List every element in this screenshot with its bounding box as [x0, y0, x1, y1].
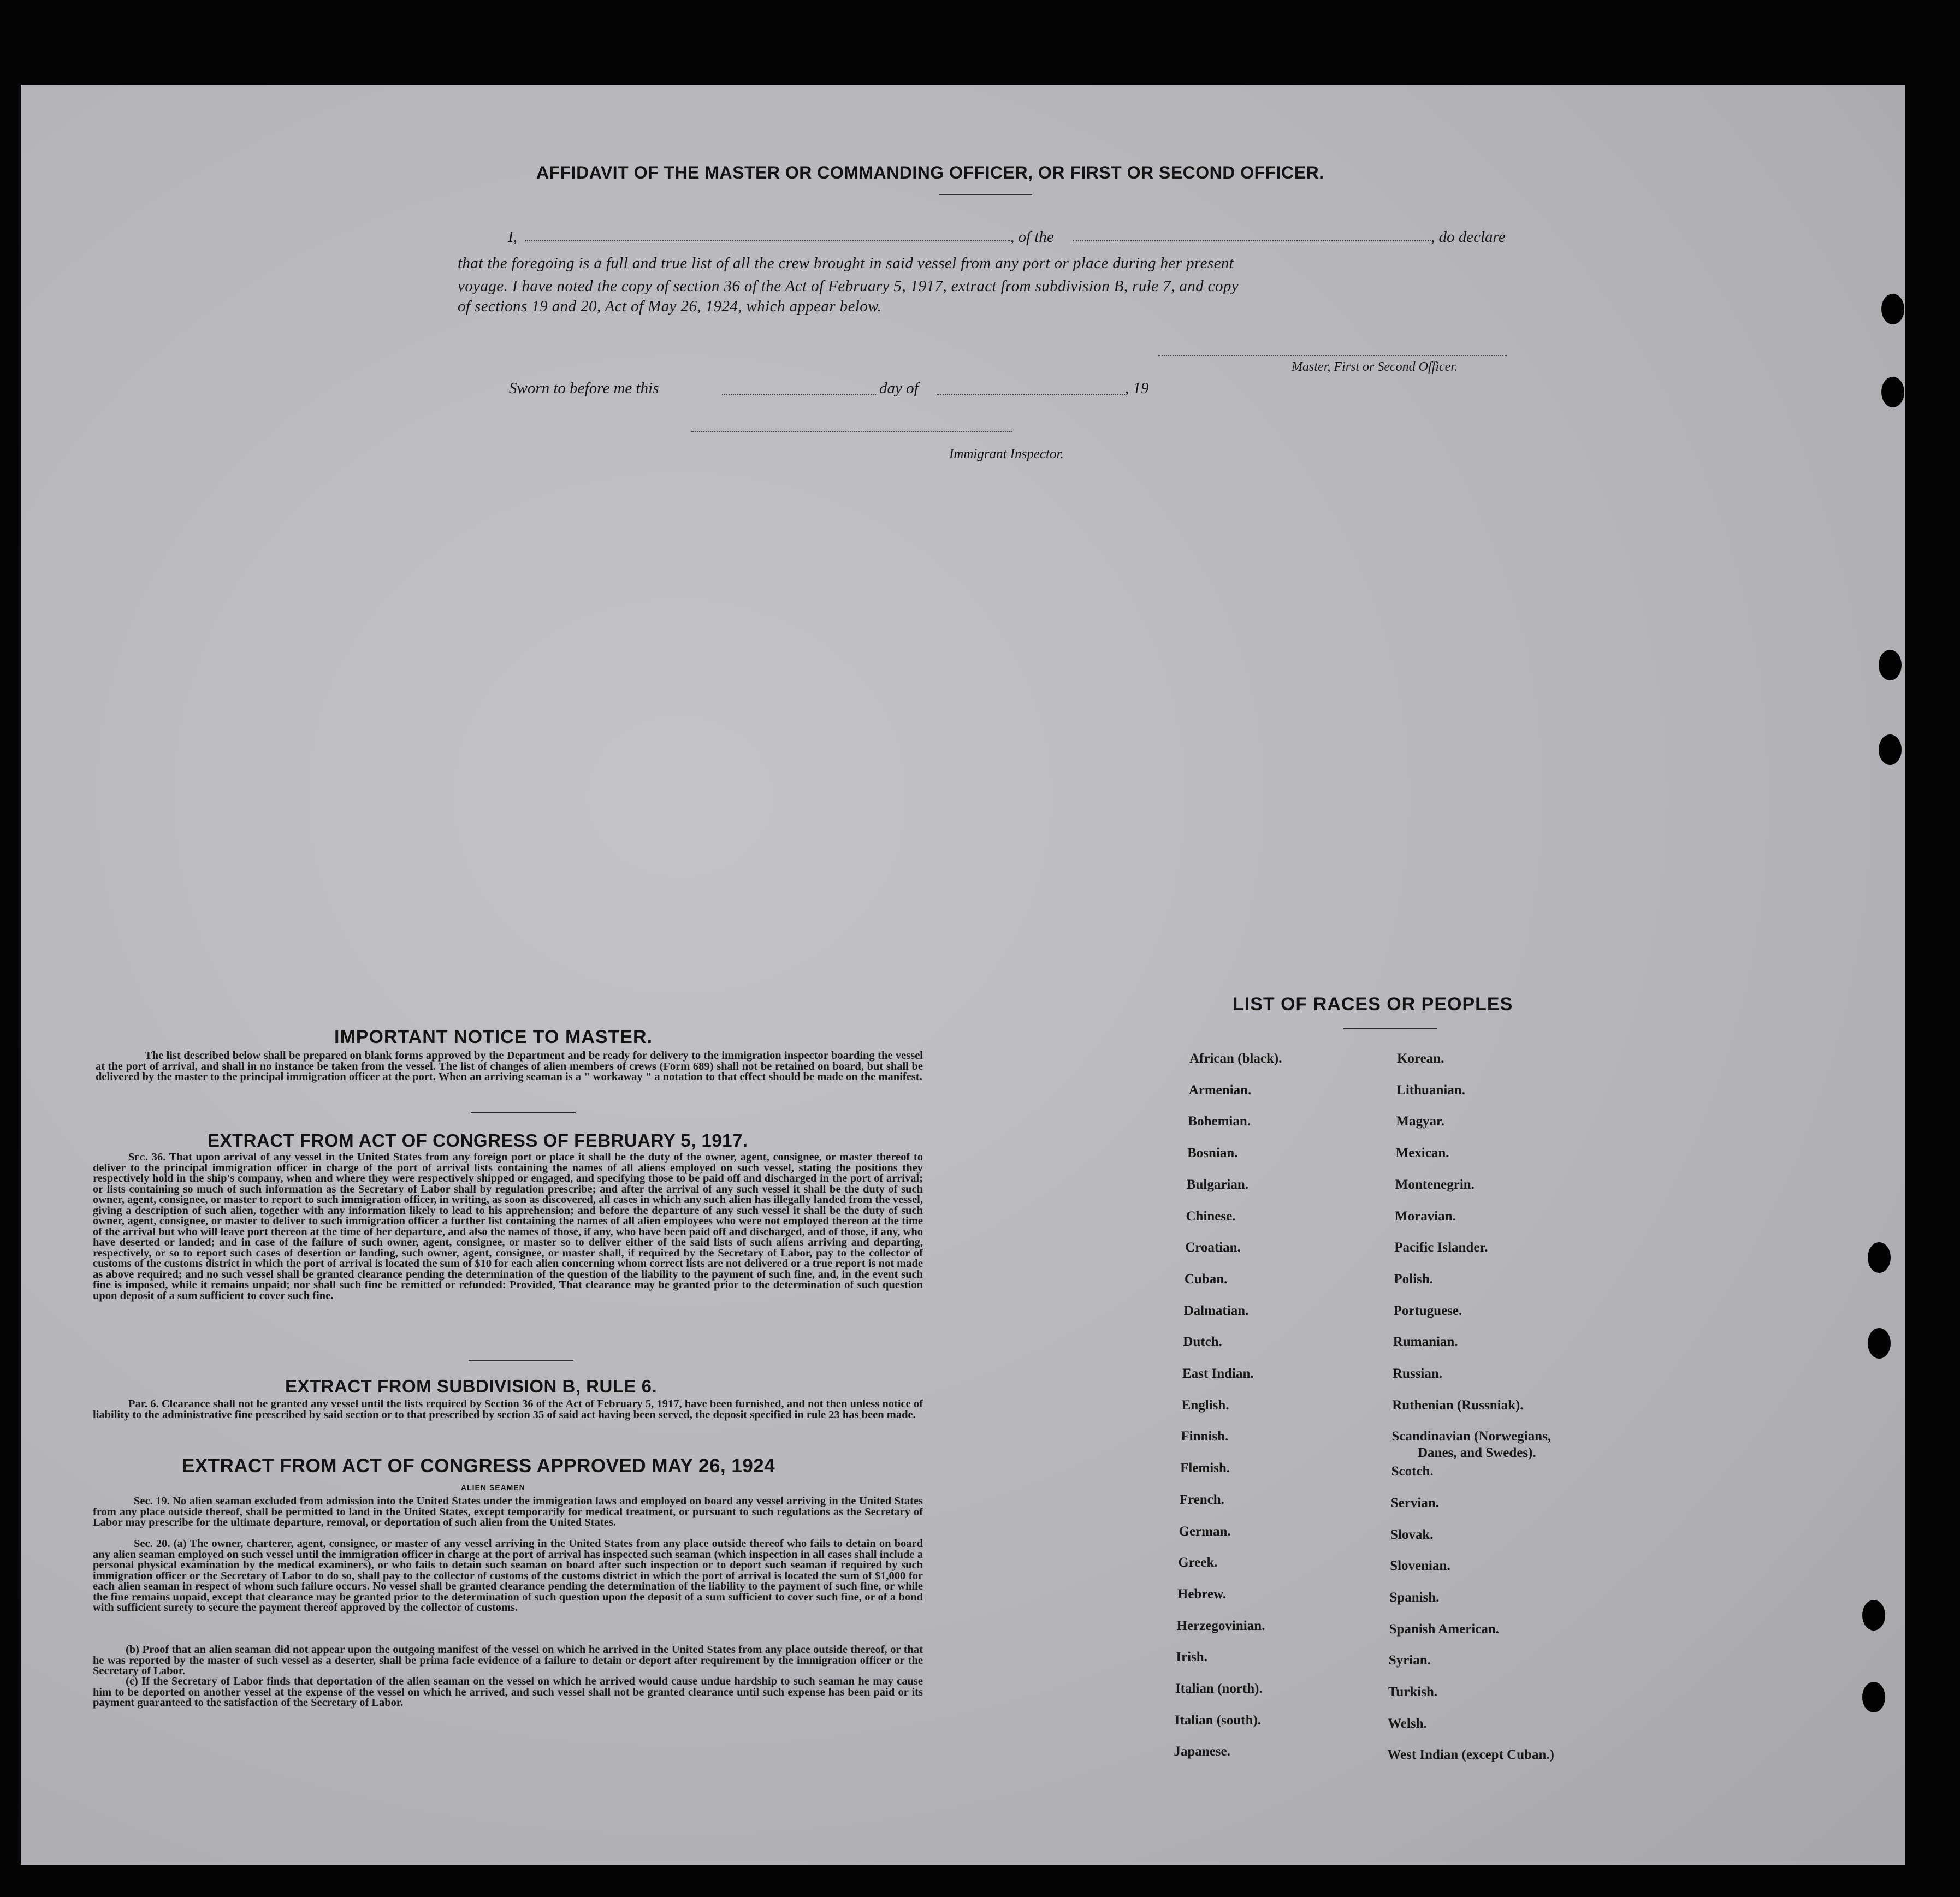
- notice-divider: [471, 1112, 576, 1113]
- race-entry: Servian.: [1390, 1495, 1439, 1510]
- race-entry: Bohemian.: [1188, 1114, 1251, 1129]
- extract-1924-title: EXTRACT FROM ACT OF CONGRESS APPROVED MAY 26, 1924: [182, 1455, 775, 1477]
- race-entry: Cuban.: [1184, 1271, 1228, 1287]
- race-entry: Mexican.: [1395, 1146, 1449, 1161]
- punch-hole: [1862, 1600, 1885, 1631]
- race-entry: Portuguese.: [1393, 1303, 1462, 1318]
- races-title: LIST OF RACES OR PEOPLES: [1233, 994, 1513, 1015]
- race-entry: Spanish.: [1389, 1590, 1440, 1605]
- race-entry: Korean.: [1397, 1051, 1444, 1066]
- race-entry: East Indian.: [1182, 1366, 1254, 1381]
- master-signature-label: Master, First or Second Officer.: [1292, 360, 1458, 374]
- inspector-label: Immigrant Inspector.: [949, 447, 1064, 461]
- race-entry: Armenian.: [1188, 1082, 1252, 1098]
- race-entry: Welsh.: [1388, 1716, 1427, 1731]
- race-entry: West Indian (except Cuban.): [1387, 1747, 1554, 1763]
- declaration-of-the: , of the: [1010, 228, 1054, 246]
- race-entry: Dalmatian.: [1183, 1303, 1249, 1318]
- race-entry: Syrian.: [1388, 1653, 1431, 1668]
- race-entry: Ruthenian (Russniak).: [1392, 1397, 1524, 1413]
- race-entry: English.: [1181, 1397, 1229, 1413]
- race-entry: Italian (south).: [1174, 1712, 1262, 1728]
- race-entry: Hebrew.: [1177, 1586, 1227, 1602]
- race-entry: Polish.: [1394, 1271, 1433, 1287]
- punch-hole: [1881, 377, 1904, 407]
- race-entry: Irish.: [1176, 1650, 1207, 1665]
- notice-body: The list described below shall be prepared on blank forms approved by the Department and be ready for delivery to the immigration inspector boarding the vessel at the port of arrival, and shall in no instance be taken from the vessel. The list of changes of alien members of crews (Form 689) shall not be retained on board, but shall be delivered by the master to the principal immigration officer at the port. When an arriving seaman is a " workaway " a notation to that effect should be made on the manifest.: [96, 1050, 923, 1083]
- race-entry: German.: [1179, 1523, 1231, 1539]
- notice-title: IMPORTANT NOTICE TO MASTER.: [334, 1027, 653, 1047]
- sworn-text: Sworn to before me this: [509, 380, 659, 397]
- race-entry: Bulgarian.: [1186, 1177, 1249, 1192]
- race-entry: Flemish.: [1180, 1461, 1230, 1476]
- races-title-underline: [1343, 1028, 1437, 1029]
- race-entry: Russian.: [1393, 1366, 1443, 1381]
- section-36-label: Sec. 36.: [128, 1151, 166, 1163]
- sworn-day-of: day of: [879, 380, 919, 397]
- race-entry: Dutch.: [1183, 1335, 1222, 1350]
- inspector-signature-line[interactable]: [691, 431, 1012, 432]
- declaration-do-declare: , do declare: [1431, 228, 1506, 246]
- race-entry: Japanese.: [1174, 1744, 1230, 1759]
- race-entry: Lithuanian.: [1396, 1082, 1465, 1098]
- declaration-line-3: voyage. I have noted the copy of section 36 of the Act of February 5, 1917, extract from subdivision B, rule 7, and copy: [458, 277, 1239, 295]
- punch-hole: [1881, 294, 1904, 324]
- race-entry: Finnish.: [1181, 1429, 1229, 1444]
- race-entry: Montenegrin.: [1395, 1177, 1475, 1192]
- punch-hole: [1879, 650, 1902, 680]
- extract-1917-body: [93, 1152, 923, 1301]
- race-entry: Herzegovinian.: [1176, 1618, 1265, 1633]
- race-entry: Spanish American.: [1389, 1621, 1500, 1637]
- race-entry: Slovak.: [1390, 1527, 1434, 1542]
- extract-1917-divider: [469, 1360, 573, 1361]
- name-blank[interactable]: [525, 240, 1010, 241]
- race-entry: Bosnian.: [1187, 1146, 1238, 1161]
- section-19-text: Sec. 19. No alien seaman excluded from admission into the United States under the immigration laws and employed on board any vessel arriving in the United States from any place outside thereof, shall be permitted to land in the United States, except temporarily for medical treatment, or pursuant to such regulations as the Secretary of Labor may prescribe for the ultimate departure, removal, or deportation of such alien from the United States.: [93, 1495, 923, 1528]
- race-entry: Chinese.: [1186, 1208, 1236, 1224]
- declaration-i: I,: [508, 228, 517, 246]
- rule6-title: EXTRACT FROM SUBDIVISION B, RULE 6.: [285, 1376, 658, 1396]
- race-entry: Scotch.: [1391, 1464, 1434, 1479]
- section-20b-text: (b) Proof that an alien seaman did not appear upon the outgoing manifest of the vessel on which he arrived in the United States from any place outside thereof, or that he was reported by the master of such vessel as a deserter, shall be prima facie evidence of a failure to detain or deport after requirement by the immigration officer or the Secretary of Labor.: [93, 1644, 923, 1677]
- race-entry: Croatian.: [1185, 1240, 1241, 1255]
- punch-hole: [1868, 1242, 1891, 1273]
- punch-hole: [1879, 734, 1902, 765]
- section-20c-text: (c) If the Secretary of Labor finds that deportation of the alien seaman on the vessel on which he arrived would cause undue hardship to such seaman he may cause him to be deported on another vessel at the expense of the vessel on which he arrived, and such vessel shall not be granted clearance until such expense has been paid or its payment guaranteed to the satisfaction of the Secretary of Labor.: [93, 1675, 923, 1709]
- punch-hole: [1862, 1682, 1885, 1712]
- sworn-month-blank[interactable]: [937, 394, 1125, 395]
- race-entry: Greek.: [1178, 1555, 1218, 1570]
- race-entry: Slovenian.: [1390, 1558, 1450, 1574]
- race-entry: French.: [1179, 1492, 1224, 1507]
- race-entry: Magyar.: [1396, 1114, 1445, 1129]
- race-scandinavian-continued: Danes, and Swedes).: [1418, 1445, 1536, 1460]
- declaration-line-4: of sections 19 and 20, Act of May 26, 1924, which appear below.: [458, 298, 882, 315]
- section-20a-text: Sec. 20. (a) The owner, charterer, agent, consignee, or master of any vessel arriving in the United States from any place outside thereof who fails to detain on board any alien seaman employed on such vessel until the immigration officer in charge at the port of arrival has inspected such seaman (which inspection in all cases shall include a personal physical examination by the medical examiners), or who fails to detain such seaman on board after such inspection or to deport such seaman if required by such immigration officer or the Secretary of Labor to do so, shall pay to the collector of customs of the customs district in which the port of arrival is located the sum of $1,000 for each alien seaman in respect of whom such failure occurs. No vessel shall be granted clearance pending the determination of the liability to the payment of such fine, or while the fine remains unpaid, except that clearance may be granted prior to the determination of such question upon the deposit of a sum sufficient to cover such fine, or of a bond with sufficient surety to secure the payment thereof approved by the collector of customs.: [93, 1538, 923, 1614]
- race-entry: Pacific Islander.: [1394, 1240, 1488, 1255]
- race-entry: Turkish.: [1388, 1685, 1438, 1699]
- race-entry: Rumanian.: [1393, 1335, 1458, 1350]
- extract-1917-title: EXTRACT FROM ACT OF CONGRESS OF FEBRUARY 5, 1917.: [208, 1130, 748, 1151]
- declaration-line-2: that the foregoing is a full and true list of all the crew brought in said vessel from any port or place during her present: [458, 254, 1234, 272]
- affidavit-title: AFFIDAVIT OF THE MASTER OR COMMANDING OFFICER, OR FIRST OR SECOND OFFICER.: [536, 163, 1324, 182]
- master-signature-line[interactable]: [1158, 355, 1507, 356]
- rule6-body: Par. 6. Clearance shall not be granted any vessel until the lists required by Section 36 of the Act of February 5, 1917, have been furnished, and not then unless notice of liability to the administrative fine prescribed by said section or to that prescribed by section 35 of said act having been served, the deposit specified in rule 23 has been made.: [93, 1398, 923, 1421]
- sworn-year: , 19: [1125, 380, 1149, 397]
- race-entry: Scandinavian (Norwegians,: [1391, 1429, 1552, 1444]
- section-36-text: That upon arrival of any vessel in the United States from any foreign port or place it shall be the duty of the owner, agent, consignee, or master thereof to deliver to the principal immigration officer in charge of the port of arrival lists containing the names of all aliens employed on such vessel, stating the positions they respectively hold in the ship's company, when and where they were respectively shipped or engaged, and specifying those to be paid off and discharged in the port of arrival; or lists containing so much of such information as the Secretary of Labor shall by regulation prescribe; and after the arrival of any such vessel it shall be the duty of such owner, agent, consignee, or master to report to such immigration officer, in writing, as soon as discovered, all cases in which any such alien has illegally landed from the vessel, giving a description of such alien, together with any information likely to lead to his apprehension; and before the departure of any such vessel it shall be the duty of such owner, agent, consignee, or master to deliver to such immigration officer a further list containing the names of all alien employees who were not employed thereon at the time of the arrival but who will leave port thereon at the time of her departure, and also the names of those, if any, who have been paid off and discharged, and of those, if any, who have deserted or landed; and in case of the failure of such owner, agent, consignee, or master so to deliver either of the said lists of such aliens arriving and departing, respectively, or so to report such cases of desertion or landing, such owner, agent, consignee, or master shall, if required by the Secretary of Labor, pay to the collector of customs of the customs district in which the port of arrival is located the sum of $10 for each alien concerning whom correct lists are not delivered or a true report is not made as above required; and no such vessel shall be granted clearance pending the determination of the question of the liability to the payment of such fine, and, in the event such fine is imposed, while it remains unpaid; nor shall such fine be remitted or refunded: Provided, That clearance may be granted prior to the determination of such question upon deposit of a sum sufficient to cover such fine.: [93, 1151, 923, 1302]
- vessel-blank[interactable]: [1073, 240, 1431, 241]
- title-underline: [939, 194, 1032, 195]
- sworn-day-blank[interactable]: [722, 394, 876, 395]
- punch-hole: [1868, 1328, 1891, 1359]
- alien-seamen-subtitle: ALIEN SEAMEN: [461, 1483, 525, 1492]
- race-entry: Italian (north).: [1175, 1681, 1263, 1696]
- race-entry: Moravian.: [1395, 1208, 1456, 1224]
- race-entry: African (black).: [1189, 1051, 1282, 1066]
